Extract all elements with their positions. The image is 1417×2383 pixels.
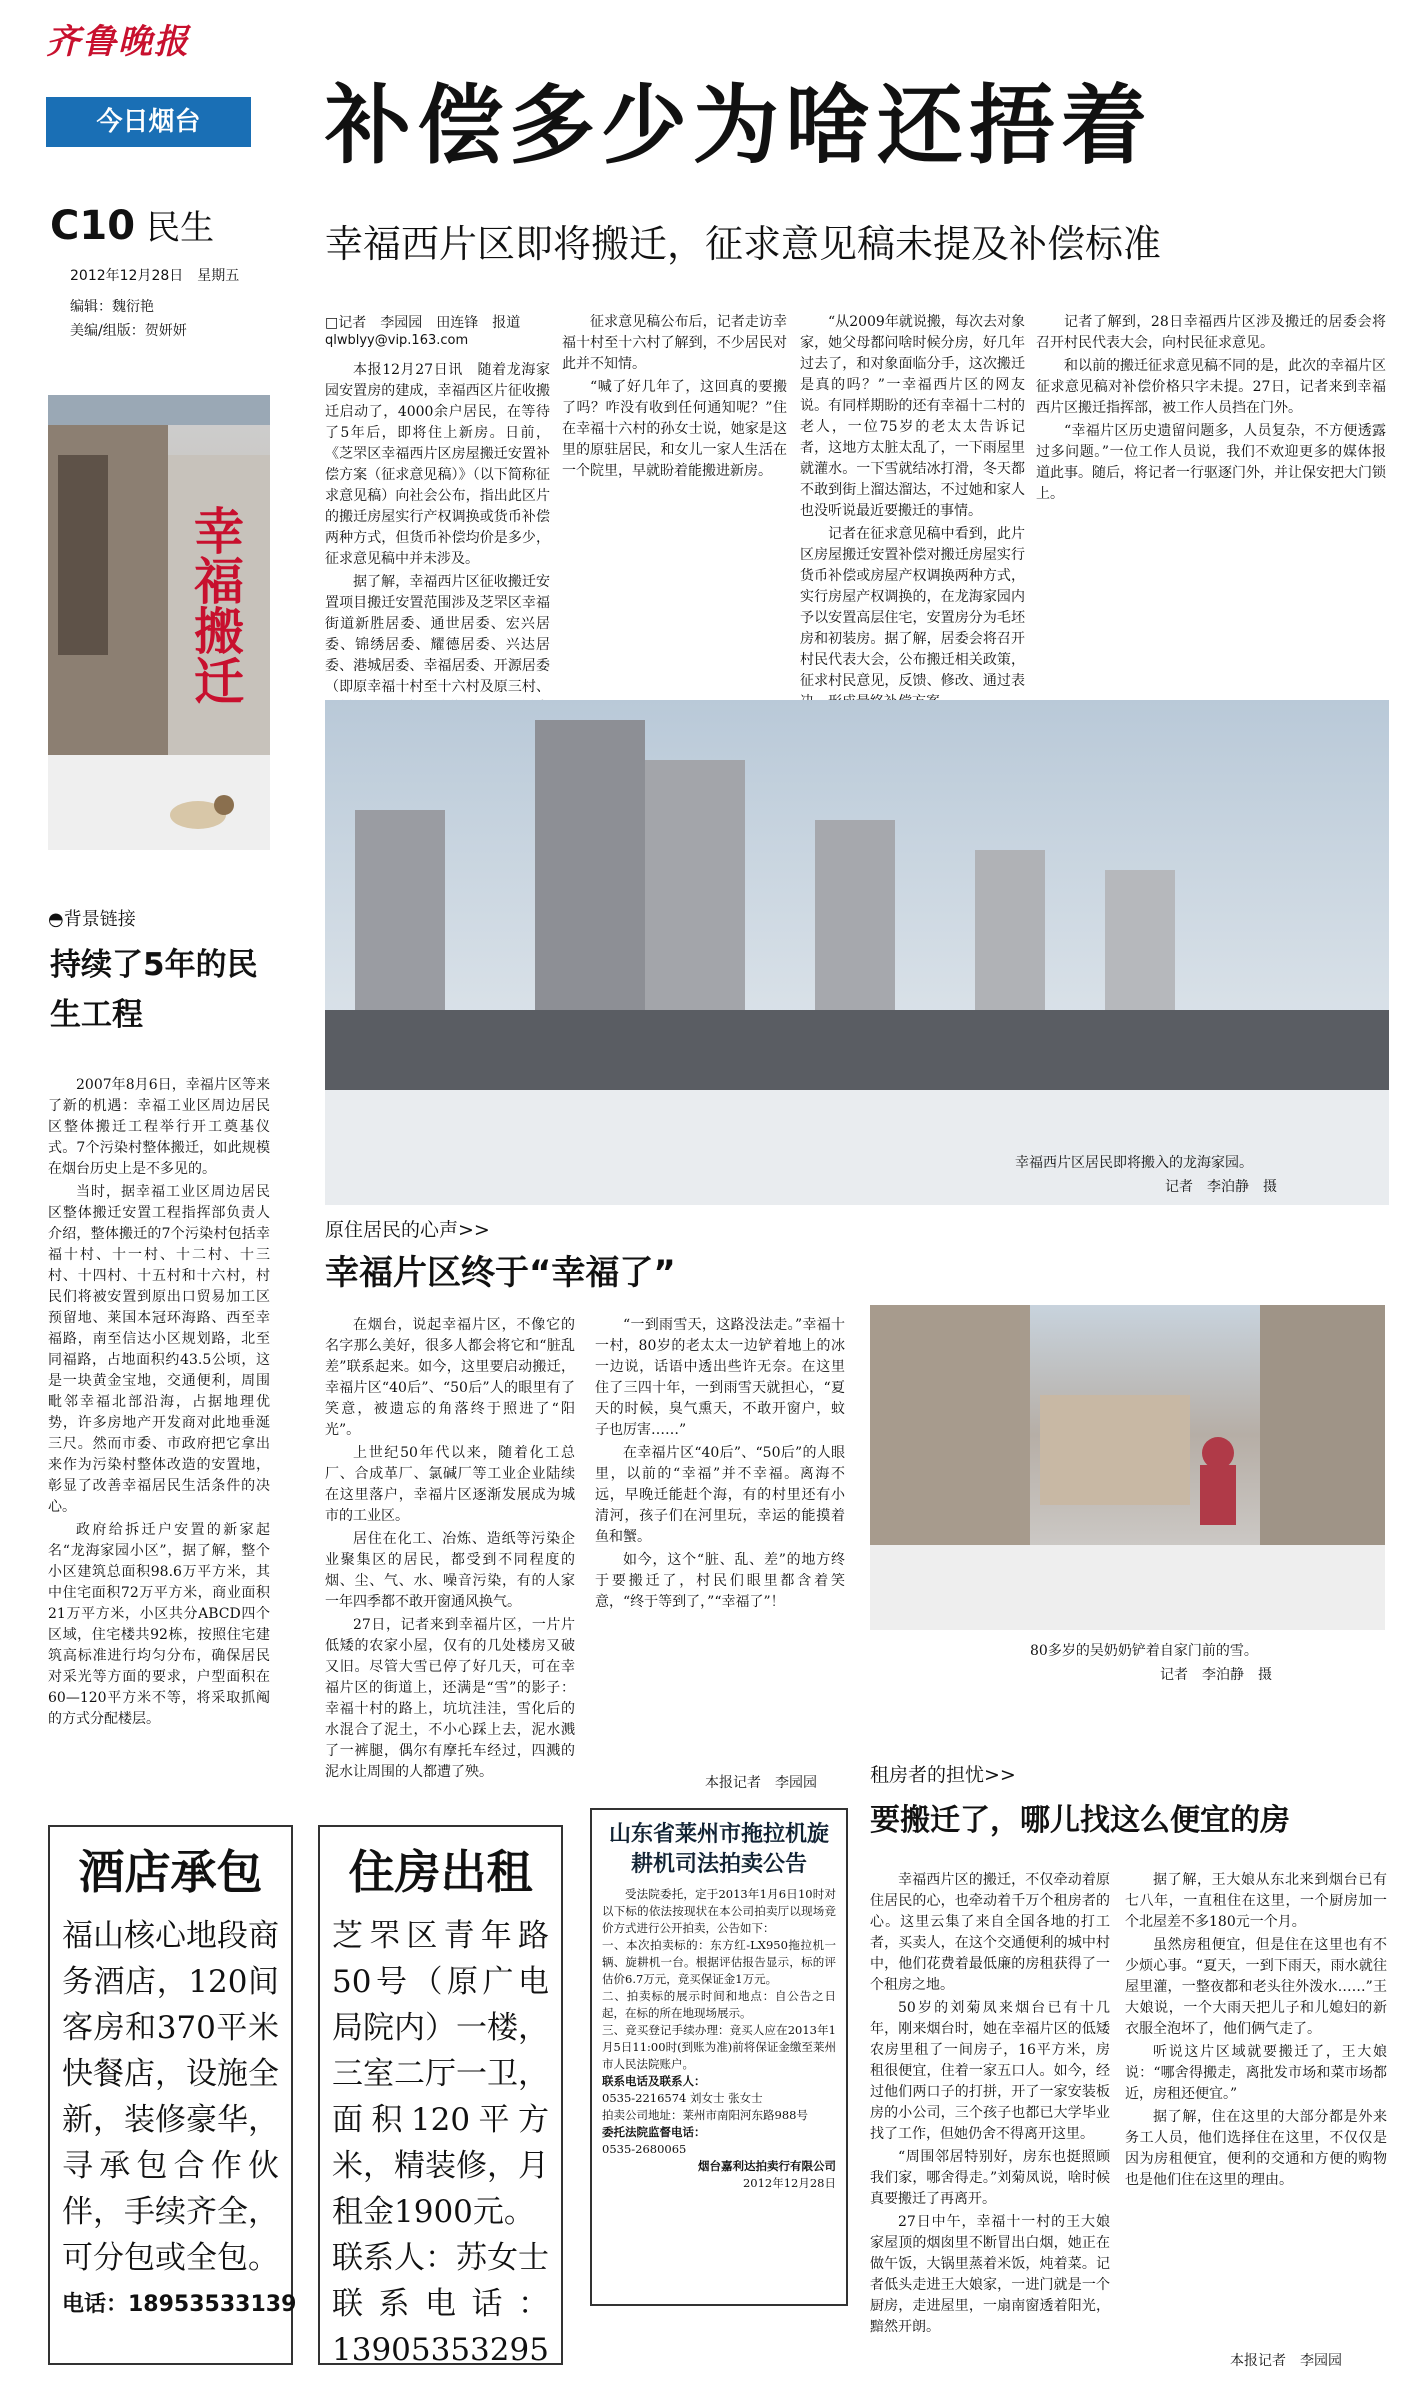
ad-rent [318,1825,563,2368]
subheadline: 幸福西片区即将搬迁，征求意见稿未提及补偿标准 [325,222,1162,266]
photo-banner-text: 幸福搬迁 [186,505,245,705]
article-col-3: “从2009年就说搬，每次去对象家，她父母都问啥时候分房，好几年过去了，和对象面临分手，这次搬迁是真的吗？”一幸福西片区的网友说。有同样期盼的还有幸福十二村的老人，一位75岁的老太太告诉记者，这地方太脏太乱了，一下雨屋里就灌水。一下雪就结冰打滑，冬天都不敢到街上溜达溜达，不过她和家人也没听说最近要搬迁的事情。 记者在征求意见稿中看到，此片区房屋搬迁安置补偿对搬迁房屋实行货币补偿或房屋产权调换两种方式，实行房屋产权调换的，在龙海家园内予以安置高层住宅，安置房分为毛坯房和初装房。据了解，居委会将召开村民代表大会，公布搬迁相关政策，征求村民意见，反馈、修改、通过表 [800,314,1025,689]
section-tag: 今日烟台 [46,97,251,147]
ad-auction-title: 山东省莱州市拖拉机旋耕机司法拍卖公告 [608,1822,829,1877]
background-title: 持续了5年的民生工程 [50,947,258,1033]
article-email: qlwblyy@vip.163.com [325,333,469,348]
brand-logo [46,14,226,64]
photo-longhai-towers [325,700,1389,1205]
story3-title: 要搬迁了，哪儿找这么便宜的房 [870,1803,1290,1838]
ad-auction-date: 2012年12月28日 [742,2176,836,2190]
ad-rent-phone: 联系电话：13905353295 [332,2286,549,2368]
story2-byline: 本报记者 李园园 [705,1775,817,1791]
ad-hotel-title: 酒店承包 [78,1845,263,1899]
article-col-2: 征求意见稿公布后，记者走访幸福十村至十六村了解到，不少居民对此并不知情。 “喊了好几年了，这回真的要搬了吗？咋没有收到任何通知呢？”住在幸福十六村的孙女士说，她家是这里的原驻居民，和女儿一家人生活在一个院里，早就盼着能搬进新房。 [562,314,787,479]
photo-alley-cats [48,395,270,850]
ad-hotel-body: 福山核心地段商务酒店，120间客房和370平米快餐店，设施全新，装修豪华，寻承包合作伙伴，手续齐全，可分包或全包。 [62,1918,279,2276]
article-col-4: 记者了解到，28日幸福西片区涉及搬迁的居委会将召开村民代表大会，向村民征求意见。 和以前的搬迁征求意见稿不同的是，此次的幸福片区征求意见稿对补偿价格只字未提。27日，记者来到幸福西片区搬迁指挥部，被工作人员挡在门外。 “幸福片区历史遗留问题多，人员复杂，不方便透露过多问题。”一位工作人员说，我们不欢迎更多的媒体报道此事。随后，将记者一行驱逐门外，并让保安把大门锁上。 [1036,314,1386,502]
story2-col-2: “一到雨雪天，这路没法走。”幸福十一村，80岁的老太太一边铲着地上的冰一边说，话语中透出些许无奈。在这里住了三四十年，一到雨雪天就担心，“夏天的时候，臭气熏天，不敢开窗户，蚊子也厉害……” 在幸福片区“40后”、“50后”的人眼里，以前的“幸福”并不幸福。离海不远，早晚迁能赶个海，有的村里还有小清河，孩子们在河里玩，幸运的能摸着鱼和蟹。 如今，这个“脏、乱、差”的地方终于要搬迁了，村民们眼里都含着笑意，“终于等到了，”“幸福了”！ [595,1317,845,1610]
story3-kicker: 租房者的担忧>> [870,1764,1016,1786]
story3-byline: 本报记者 李园园 [1230,2353,1342,2369]
article-byline: □记者 李园园 田连锋 报道 [325,315,521,331]
ad-rent-title: 住房出租 [348,1845,533,1899]
designer-credit: 美编/组版：贺妍妍 [70,323,187,339]
background-kicker: ◓背景链接 [48,909,136,930]
issue-date: 2012年12月28日 星期五 [70,268,240,284]
ad-auction: 山东省莱州市拖拉机旋耕机司法拍卖公告 受法院委托，定于2013年1月6日10时对以下标的依法按现状在本公司拍卖厅以现场竞价方式进行公开拍卖，公告如下： 一、本次拍卖标的：东方红-LX950拖拉机一辆、旋耕机一台。根据评估报告显示，标的评估价6.7万元，竞买保证金1万元。 二、拍卖标的展示时间和地点：自公告之日起，在标的所在地现场展示。 三、竞买登记手续办理：竞买人应在2013年1月5日11:00时(到账为准)前将保证金缴至莱州市人民法院账户。 联系电话及联系人： 0535-2216574 刘女士 张女士 拍卖公司地址：莱州市南阳河东路988号 委托法院监督电话： 0535-2680065 烟台嘉利达拍卖行有限公司 2012年12月28日 [590,1808,848,2306]
main-photo-caption: 幸福西片区居民即将搬入的龙海家园。 [1015,1155,1253,1171]
brand-name: 齐鲁晚报 [46,22,190,62]
editor-credit: 编辑：魏衍艳 [70,299,154,315]
ad-auction-intro: 受法院委托，定于2013年1月6日10时对以下标的依法按现状在本公司拍卖厅以现场竞价方式进行公开拍卖，公告如下： [602,1887,836,1935]
ad-hotel [48,1825,297,2365]
story2-kicker: 原住居民的心声>> [325,1219,490,1241]
ad-rent-contact: 联系人：苏女士 [332,2240,549,2276]
ad-auction-company: 烟台嘉利达拍卖行有限公司 [698,2159,836,2173]
page-number: C10 民生 [50,203,215,249]
snow-photo-credit: 记者 李泊静 摄 [1160,1667,1272,1683]
article-col-1: 本报12月27日讯 随着龙海家园安置房的建成，幸福西区片征收搬迁启动了，4000余户居民，在等待了5年后，即将住上新房。日前，《芝罘区幸福西片区房屋搬迁安置补偿方案（征求意见稿）》（以下简称征求意见稿）向社会公布，指出此区片的搬迁房屋实行产权调换或货币补偿两种方式，但货币补偿均价是多少，征求意见稿中并未涉及。 据了解，幸福西片区征收搬迁安置项目搬迁安置范围涉及芝罘区幸福街道新胜居委、通世居委、宏兴居委、锦绣居委、耀德居委、兴达居委、港城居委、幸福居委、开源居委（即原幸福十村至十六村及原三村、 [325,362,550,695]
story2-title: 幸福片区终于“幸福了” [325,1253,676,1293]
ad-hotel-phone: 电话：18953533139 [62,2292,297,2317]
headline: 补偿多少为啥还捂着 [325,76,1153,176]
snow-alley-illustration [870,1305,1385,1630]
towers-illustration [325,700,1389,1205]
background-body: 2007年8月6日，幸福片区等来了新的机遇：幸福工业区周边居民区整体搬迁工程举行开工奠基仪式。7个污染村整体搬迁，如此规模在烟台历史上是不多见的。 当时，据幸福工业区周边居民区整体搬迁安置工程指挥部负责人介绍，整体搬迁的7个污染村包括幸福十村、十一村、十二村、十三村、十四村、十五村和十六村，村民们将被安置到原出口贸易加工区预留地、莱国本冠环海路、西至幸福路，南至信达小区规划路，北至同福路，占地面积约43.5公顷，这是一块黄金宝地，交通便利，周围毗邻幸福北部沿海，占据地理优势，许多房地产开发商对此地垂涎三尺。然而市委、市政府把它拿出来作为污染村整体改造的安置地，彰显了改善幸福居民生活条件的决心。 政府给拆迁户安置的新家起名“龙海家园小区”，据了解，整个小区建筑总面积98.6万平方米，其中住宅面积72万平方米，商业面积21万平方米，小区共分ABCD四个区域，住宅楼共92栋，按照住宅建筑高标准进行均匀分布，确保居民对采光等方面的要求，户型面积在60—120平方米不等，将采取抓阄的方式分配楼层。 [48,1077,270,1727]
snow-photo-caption: 80多岁的吴奶奶铲着自家门前的雪。 [1030,1643,1258,1659]
circle-icon: ◓ [48,909,64,930]
story3-col-2: 据了解，王大娘从东北来到烟台已有七八年，一直租住在这里，一个厨房加一个北屋差不多180元一个月。 虽然房租便宜，但是住在这里也有不少烦心事。“夏天，一到下雨天，雨水就往屋里灌，一整夜都和老头往外泼水……”王大娘说，一个大雨天把儿子和儿媳妇的新衣服全泡坏了，他们俩气走了。 听说这片区域就要搬迁了，王大娘说：“哪舍得搬走，离批发市场和菜市场都近，房租还便宜。” 据了解，住在这里的大部分都是外来务工人员，他们选择住在这里，不仅仅是因为房租便宜，便利的交通和方便的购物也是他们住在这里的理由。 [1125,1872,1387,2188]
story2-col-1: 在烟台，说起幸福片区，不像它的名字那么美好，很多人都会将它和“脏乱差”联系起来。如今，这里要启动搬迁，幸福片区“40后”、“50后”人的眼里有了笑意，被遗忘的角落终于照进了“阳光”。 上世纪50年代以来，随着化工总厂、合成革厂、氯碱厂等工业企业陆续在这里落户，幸福片区逐渐发展成为城市的工业区。 居住在化工、冶炼、造纸等污染企业聚集区的居民，都受到不同程度的烟、尘、气、水、噪音污染，有的人家一年四季都不敢开窗通风换气。 27日，记者来到幸福片区，一片片低矮的农家小屋，仅有的几处楼房又破又旧。尽管大雪已停了好几天，可在幸福片区的街道上，还满是“雪”的影子：幸福十村的路上，坑坑洼洼，雪化后的水混合了泥土，不小心踩上去，泥水溅了一裤腿，偶尔有摩托车经过，四溅的泥水让周围的人都遭了殃。 [325,1317,575,1780]
story3-col-1: 幸福西片区的搬迁，不仅牵动着原住居民的心，也牵动着千万个租房者的心。这里云集了来自全国各地的打工者，买卖人，在这个交通便利的城中村中，他们花费着最低廉的房租获得了一个租房之地。 50岁的刘菊凤来烟台已有十几年，刚来烟台时，她在幸福片区的低矮农房里租了一间房子，16平方米，房租很便宜，住着一家五口人。如今，经过他们两口子的打拼，开了一家安装板房的小公司，三个孩子也都已大学毕业找了工作，但她仍舍不得离开这里。 “周围邻居特别好，房东也挺照顾我们家，哪舍得走。”刘菊凤说，啥时候真要搬迁了再离开。 27日中午，幸福十一村的王大娘家屋顶的烟囱里不断冒出白烟，她正在做午饭，大锅里蒸着米饭，炖着菜。记者低头走进王大娘家，一进门就是一个厨房，走进屋里，一扇南窗透着阳光，黯然开朗。 [870,1872,1110,2335]
ad-rent-body: 芝罘区青年路50号（原广电局院内）一楼，三室二厅一卫，面积120平方米，精装修，月租金1900元。 [332,1918,549,2230]
photo-shoveling-snow [870,1305,1385,1630]
main-photo-credit: 记者 李泊静 摄 [1165,1179,1277,1195]
